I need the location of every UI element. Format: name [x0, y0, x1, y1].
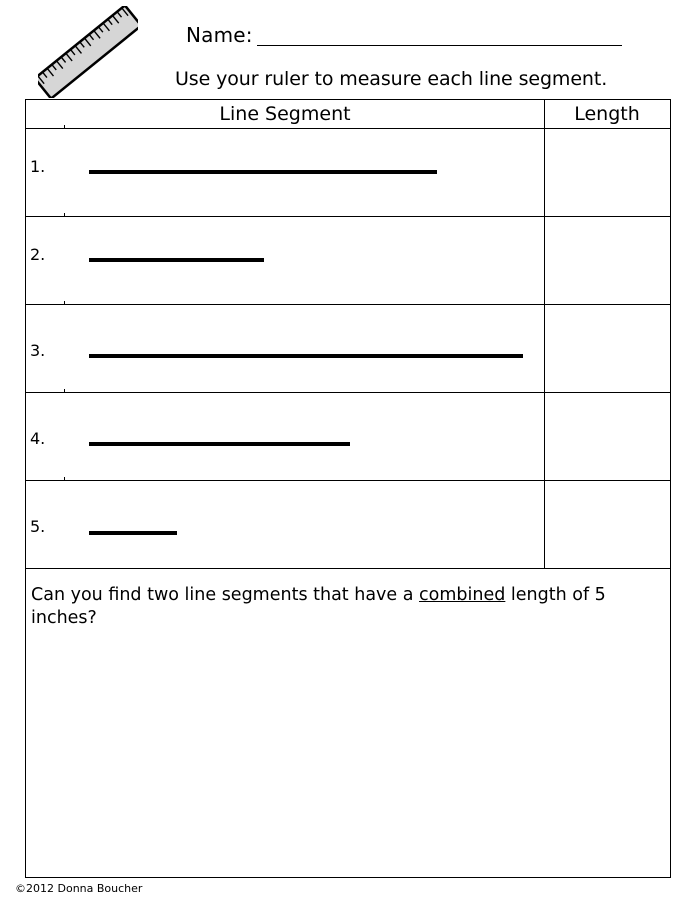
- question-text-end: length of 5 inches?: [31, 585, 606, 628]
- header-divider: [26, 128, 670, 129]
- column-header-line-segment: Line Segment: [219, 103, 351, 125]
- line-segment-3: [89, 354, 523, 358]
- line-segment-5: [89, 531, 177, 535]
- column-header-length: Length: [574, 103, 640, 125]
- row-number: 3.: [30, 341, 46, 360]
- name-label: Name:: [186, 23, 253, 47]
- table-row: [26, 130, 544, 218]
- table-row: [26, 394, 544, 482]
- line-segment-4: [89, 442, 350, 446]
- line-segment-2: [89, 258, 264, 262]
- length-cell[interactable]: [546, 306, 670, 392]
- name-field[interactable]: [257, 45, 622, 46]
- tick-mark: [64, 125, 65, 128]
- question-text-start: Can you find two line segments that have a: [31, 585, 420, 605]
- row-number: 4.: [30, 429, 46, 448]
- copyright-notice: ©2012 Donna Boucher: [15, 882, 143, 895]
- table-row: [26, 218, 544, 306]
- question-underlined-word: combined: [419, 585, 506, 605]
- question-text: [31, 584, 661, 630]
- row-number: 2.: [30, 245, 46, 264]
- worksheet-table: [25, 99, 671, 878]
- length-cell[interactable]: [546, 130, 670, 216]
- row-number: 1.: [30, 157, 46, 176]
- table-row: [26, 482, 544, 570]
- line-segment-1: [89, 170, 437, 174]
- length-cell[interactable]: [546, 218, 670, 304]
- length-cell[interactable]: [546, 482, 670, 568]
- ruler-icon: [38, 6, 138, 98]
- length-cell[interactable]: [546, 394, 670, 480]
- column-divider: [544, 100, 545, 569]
- table-row: [26, 306, 544, 394]
- instructions: Use your ruler to measure each line segment.: [175, 68, 608, 90]
- row-number: 5.: [30, 517, 46, 536]
